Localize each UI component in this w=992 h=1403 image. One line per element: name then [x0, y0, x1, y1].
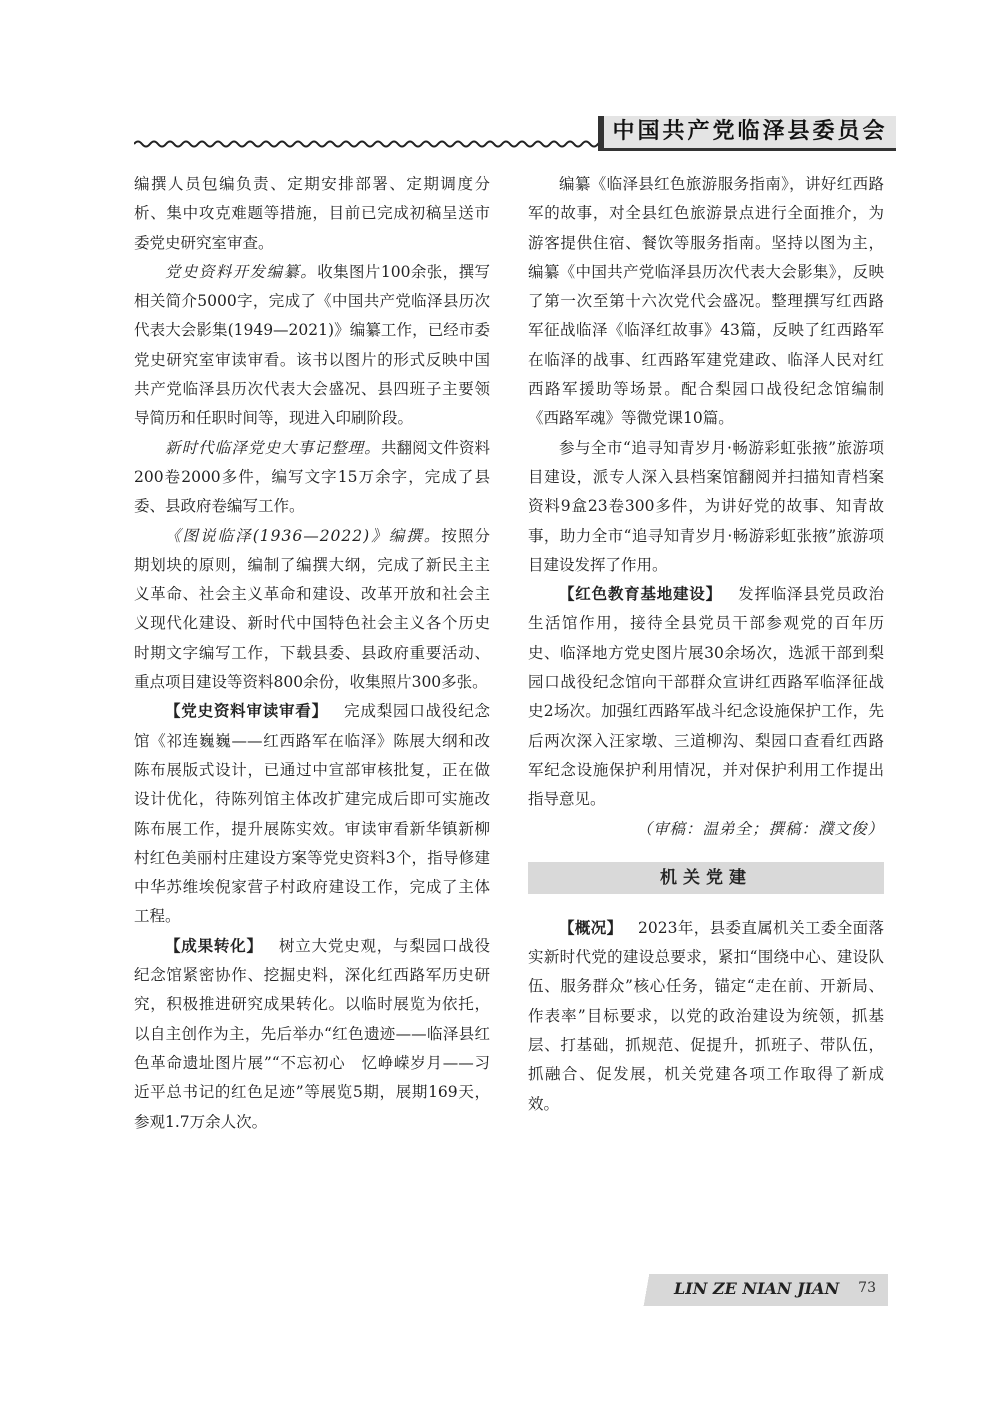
section-heading: 【党史资料审读审看】: [165, 702, 328, 721]
paragraph-body: 收集图片100余张，撰写相关简介5000字，完成了《中国共产党临泽县历次代表大会影集(1949—2021)》编纂工作，已经市委党史研究室审读审看。该书以图片的形式反映中国共产党临泽县历次代表大会盛况、县四班子主要领导简历和任职时间等，现进入印刷阶段。: [134, 262, 490, 428]
paragraph: [134, 932, 490, 1137]
paragraph: [528, 580, 884, 814]
paragraph: [134, 522, 490, 698]
subheading: 党史资料开发编纂。: [165, 262, 318, 281]
paragraph: [134, 434, 490, 522]
left-column: [134, 170, 490, 1137]
subheading: 《图说临泽(1936—2022)》编撰。: [165, 526, 442, 545]
paragraph: [528, 914, 884, 1119]
right-column: [528, 170, 884, 1119]
paragraph: [134, 258, 490, 434]
paragraph-body: 完成梨园口战役纪念馆《祁连巍巍——红西路军在临泽》陈展大纲和改陈布展版式设计，已通过中宣部审核批复，正在做设计优化，待陈列馆主体改扩建完成后即可实施改陈布展工作，提升展陈实效。审读审看新华镇新柳村红色美丽村庄建设方案等党史资料3个，指导修建中华苏维埃倪家营子村政府建设工作，完成了主体工程。: [134, 702, 490, 926]
header-title: 中国共产党临泽县委员会: [598, 116, 896, 151]
section-title-bar: 机关党建: [528, 862, 884, 894]
paragraph: [134, 697, 490, 931]
paragraph-body: 发挥临泽县党员政治生活馆作用，接待全县党员干部参观党的百年历史、临泽地方党史图片展30余场次，选派干部到梨园口战役纪念馆向干部群众宣讲红西路军临泽征战史2场次。加强红西路军战斗纪念设施保护工作，先后两次深入汪家墩、三道柳沟、梨园口查看红西路军纪念设施保护利用情况，并对保护利用工作提出指导意见。: [528, 585, 884, 809]
paragraph: 参与全市“追寻知青岁月·畅游彩虹张掖”旅游项目建设，派专人深入县档案馆翻阅并扫描知青档案资料9盒23卷300多件，为讲好党的故事、知青故事，助力全市“追寻知青岁月·畅游彩虹张掖”旅游项目建设发挥了作用。: [528, 438, 884, 574]
footer-brand: LIN ZE NIAN JIAN: [674, 1279, 840, 1298]
credit-line: （审稿：温弟全；撰稿：濮文俊）: [636, 819, 884, 838]
paragraph-body: 2023年，县委直属机关工委全面落实新时代党的建设总要求，紧扣“围绕中心、建设队伍、服务群众”核心任务，锚定“走在前、开新局、作表率”目标要求，以党的政治建设为统领，抓基层、打基础，抓规范、促提升，抓班子、带队伍，抓融合、促发展，机关党建各项工作取得了新成效。: [528, 918, 884, 1113]
section-heading: 【概况】: [559, 918, 623, 937]
paragraph: 编撰人员包编负责、定期安排部署、定期调度分析、集中攻克难题等措施，目前已完成初稿呈送市委党史研究室审查。: [134, 175, 490, 252]
header-wave-divider: [134, 138, 604, 150]
paragraph: 编纂《临泽县红色旅游服务指南》，讲好红西路军的故事，对全县红色旅游景点进行全面推介，为游客提供住宿、餐饮等服务指南。坚持以图为主，编纂《中国共产党临泽县历次代表大会影集》，反映了第一次至第十六次党代会盛况。整理撰写红西路军征战临泽《临泽红故事》43篇，反映了红西路军在临泽的战事、红西路军建党建政、临泽人民对红西路军援助等场景。配合梨园口战役纪念馆编制《西路军魂》等微党课10篇。: [528, 175, 884, 428]
page-number: 73: [858, 1280, 876, 1296]
section-heading: 【红色教育基地建设】: [559, 585, 722, 604]
paragraph-body: 共翻阅文件资料200卷2000多件，编写文字15万余字，完成了县委、县政府卷编写工作。: [134, 438, 490, 516]
paragraph-body: 按照分期划块的原则，编制了编撰大纲，完成了新民主主义革命、社会主义革命和建设、改革开放和社会主义现代化建设、新时代中国特色社会主义各个历史时期文字编写工作，下载县委、县政府重要活动、重点项目建设等资料800余份，收集照片300多张。: [134, 526, 490, 692]
footer-banner: [628, 1274, 888, 1306]
section-heading: 【成果转化】: [165, 936, 263, 955]
paragraph-body: 树立大党史观，与梨园口战役纪念馆紧密协作、挖掘史料，深化红西路军历史研究，积极推进研究成果转化。以临时展览为依托，以自主创作为主，先后举办“红色遗迹——临泽县红色革命遗址图片展”“不忘初心 忆峥嵘岁月——习近平总书记的红色足迹”等展览5期，展期169天，参观1.7万余人次。: [134, 936, 490, 1131]
subheading: 新时代临泽党史大事记整理。: [165, 438, 381, 457]
